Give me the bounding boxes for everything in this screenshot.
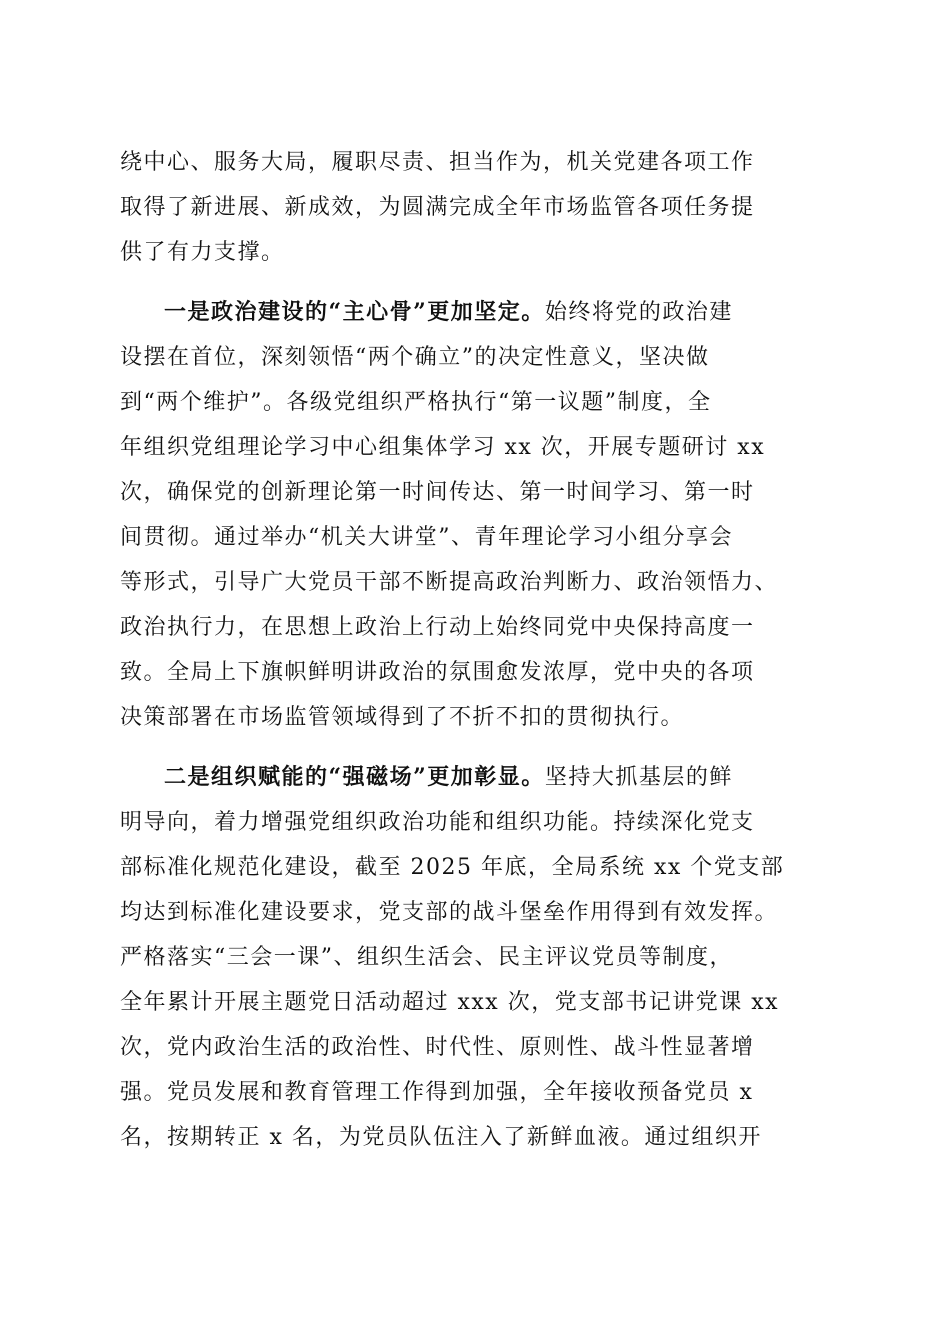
text-line: 明导向，着力增强党组织政治功能和组织功能。持续深化党支: [120, 810, 755, 835]
text-line: 供了有力支撑。: [120, 240, 285, 265]
text-line: 间贯彻。通过举办“机关大讲堂”、青年理论学习小组分享会: [120, 525, 733, 550]
text-line: [120, 755, 860, 800]
text-line: 严格落实“三会一课”、组织生活会、民主评议党员等制度，: [120, 945, 733, 970]
text-line: 到“两个维护”。各级党组织严格执行“第一议题”制度，全: [120, 390, 712, 415]
text-line: 次，党内政治生活的政治性、时代性、原则性、战斗性显著增: [120, 1035, 755, 1060]
text-line: 政治执行力，在思想上政治上行动上始终同党中央保持高度一: [120, 615, 755, 640]
text-line: 强。党员发展和教育管理工作得到加强，全年接收预备党员 x: [120, 1080, 754, 1105]
paragraph-3-heading: 二是组织赋能的“强磁场”更加彰显。: [164, 764, 545, 790]
document-body: [120, 140, 860, 1160]
text-line: 全年累计开展主题党日活动超过 xxx 次，党支部书记讲党课 xx: [120, 990, 780, 1015]
text-line: 设摆在首位，深刻领悟“两个确立”的决定性意义，坚决做: [120, 345, 710, 370]
text-line: 等形式，引导广大党员干部不断提高政治判断力、政治领悟力、: [120, 570, 779, 595]
text-line: 绕中心、服务大局，履职尽责、担当作为，机关党建各项工作: [120, 150, 755, 175]
paragraph-gap: [120, 740, 860, 755]
text-line: 部标准化规范化建设，截至 2025 年底，全局系统 xx 个党支部: [120, 855, 785, 880]
paragraph-gap: [120, 275, 860, 290]
text-line: 取得了新进展、新成效，为圆满完成全年市场监管各项任务提: [120, 195, 755, 220]
paragraph-1: [120, 140, 860, 275]
text-line: [120, 290, 860, 335]
paragraph-2: [120, 290, 860, 740]
text-line: 致。全局上下旗帜鲜明讲政治的氛围愈发浓厚，党中央的各项: [120, 660, 755, 685]
text-line: 决策部署在市场监管领域得到了不折不扣的贯彻执行。: [120, 705, 685, 730]
text-line: 次，确保党的创新理论第一时间传达、第一时间学习、第一时: [120, 480, 755, 505]
paragraph-2-heading: 一是政治建设的“主心骨”更加坚定。: [164, 299, 545, 325]
text-line: 年组织党组理论学习中心组集体学习 xx 次，开展专题研讨 xx: [120, 435, 766, 460]
text-run: 坚持大抓基层的鲜: [544, 765, 733, 790]
text-run: 始终将党的政治建: [544, 300, 733, 325]
paragraph-3: [120, 755, 860, 1160]
text-line: 名，按期转正 x 名，为党员队伍注入了新鲜血液。通过组织开: [120, 1125, 762, 1150]
text-line: 均达到标准化建设要求，党支部的战斗堡垒作用得到有效发挥。: [120, 900, 779, 925]
